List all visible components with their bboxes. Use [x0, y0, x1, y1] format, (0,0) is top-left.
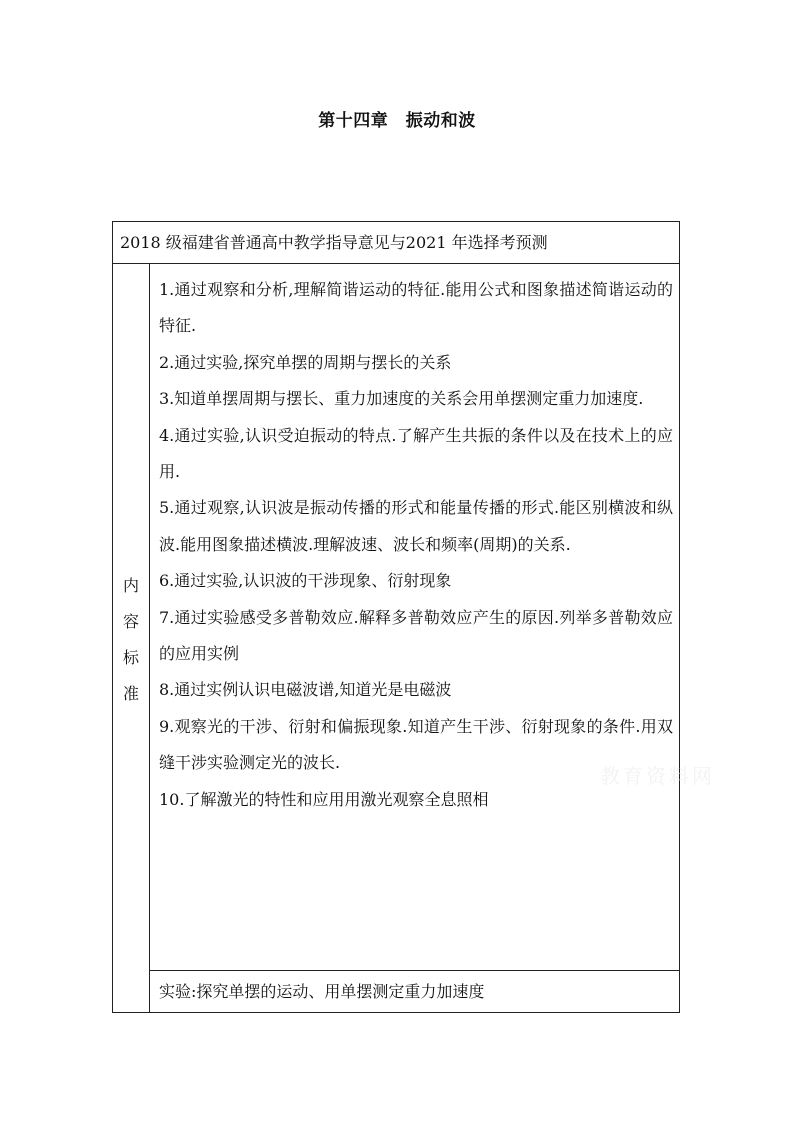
content-standard-list — [150, 264, 679, 970]
chapter-title: 第十四章 振动和波 — [318, 111, 476, 131]
table-header: 2018 级福建省普通高中教学指导意见与2021 年选择考预测 — [113, 222, 679, 264]
watermark: 教育资料网 — [600, 764, 715, 788]
standard-item: 3.知道单摆周期与摆长、重力加速度的关系会用单摆测定重力加速度. — [159, 389, 644, 409]
experiment-row: 实验:探究单摆的运动、用单摆测定重力加速度 — [150, 970, 679, 1012]
standard-item: 9.观察光的干涉、衍射和偏振现象.知道产生干涉、衍射现象的条件.用双缝干涉实验测定光的波长. — [159, 716, 673, 773]
standard-item: 1.通过观察和分析,理解简谐运动的特征.能用公式和图象描述简谐运动的特征. — [159, 280, 673, 336]
standard-item: 5.通过观察,认识波是振动传播的形式和能量传播的形式.能区别横波和纵波.能用图象描述横波.理解波速、波长和频率(周期)的关系. — [159, 498, 673, 554]
label-char: 准 — [122, 684, 139, 703]
standard-item: 4.通过实验,认识受迫振动的特点.了解产生共振的条件以及在技术上的应用. — [159, 425, 673, 482]
label-char: 容 — [122, 612, 139, 631]
label-char: 内 — [122, 576, 139, 595]
curriculum-table — [112, 221, 680, 1013]
label-char: 标 — [122, 648, 139, 667]
standard-item: 6.通过实验,认识波的干涉现象、衍射现象 — [159, 571, 452, 591]
standard-item: 7.通过实验感受多普勒效应.解释多普勒效应产生的原因.列举多普勒效应的应用实例 — [159, 607, 673, 664]
standard-item: 2.通过实验,探究单摆的周期与摆长的关系 — [159, 352, 452, 372]
standard-item: 10.了解激光的特性和应用用激光观察全息照相 — [159, 789, 489, 809]
content-standard-label-cell — [113, 264, 150, 1012]
standard-item: 8.通过实例认识电磁波谱,知道光是电磁波 — [159, 680, 452, 700]
content-standard-label — [123, 568, 139, 712]
